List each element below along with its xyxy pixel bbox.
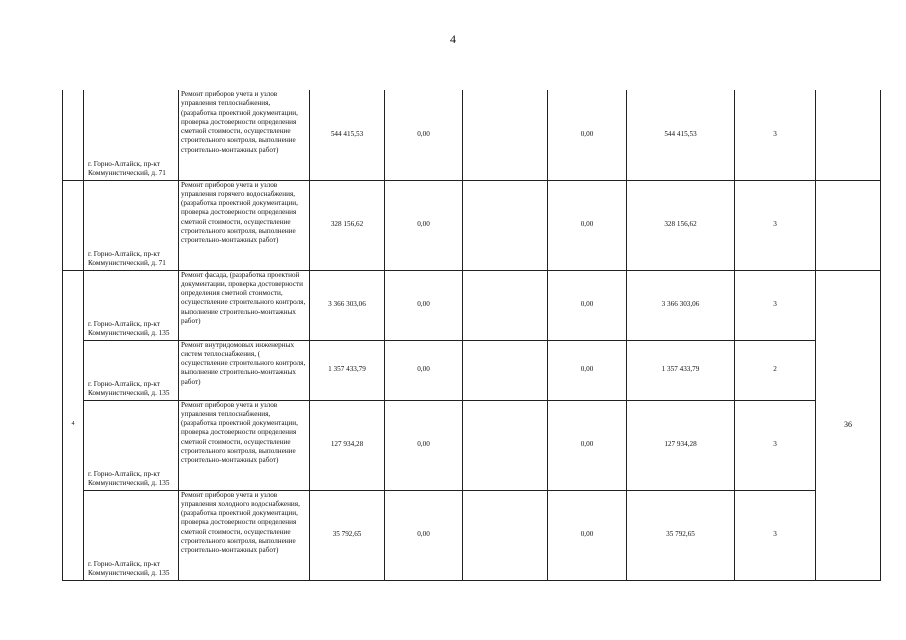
group-blank-cell — [816, 90, 881, 180]
owner-funds-cell: 35 792,65 — [627, 490, 735, 580]
federal-funds-cell: 0,00 — [385, 400, 463, 490]
federal-funds-cell: 0,00 — [385, 90, 463, 180]
federal-funds-cell: 0,00 — [385, 340, 463, 400]
address-cell: г. Горно-Алтайск, пр-кт Коммунистический, д. 135 — [84, 340, 179, 400]
unit-count-cell: 3 — [735, 270, 816, 340]
total-cost-cell: 127 934,28 — [310, 400, 385, 490]
row-number-cell — [63, 180, 84, 270]
total-cost-cell: 3 366 303,06 — [310, 270, 385, 340]
federal-funds-cell: 0,00 — [385, 180, 463, 270]
group-blank-cell — [816, 180, 881, 270]
unit-count-cell: 3 — [735, 400, 816, 490]
row-number-cell — [63, 90, 84, 180]
federal-funds-cell: 0,00 — [385, 270, 463, 340]
owner-funds-cell: 1 357 433,79 — [627, 340, 735, 400]
work-description-cell: Ремонт фасада, (разработка проектной документации, проверка достоверности определения сметной стоимости, осуществление строительного контроля, выполнение строительно-монтажных работ) — [179, 270, 310, 340]
total-cost-cell: 544 415,53 — [310, 90, 385, 180]
table-row — [63, 270, 881, 340]
group-total-cell: 36 — [816, 270, 881, 580]
owner-funds-cell: 544 415,53 — [627, 90, 735, 180]
page-number: 4 — [450, 32, 456, 46]
address-cell: г. Горно-Алтайск, пр-кт Коммунистический, д. 71 — [84, 90, 179, 180]
unit-count-cell: 3 — [735, 180, 816, 270]
owner-funds-cell: 3 366 303,06 — [627, 270, 735, 340]
table-row — [63, 90, 881, 180]
repair-schedule-table — [62, 90, 881, 581]
table-row — [63, 490, 881, 580]
local-funds-cell: 0,00 — [548, 180, 627, 270]
regional-funds-cell — [463, 400, 548, 490]
group-index-cell: 4 — [63, 270, 84, 580]
address-cell: г. Горно-Алтайск, пр-кт Коммунистический, д. 71 — [84, 180, 179, 270]
total-cost-cell: 35 792,65 — [310, 490, 385, 580]
local-funds-cell: 0,00 — [548, 400, 627, 490]
owner-funds-cell: 127 934,28 — [627, 400, 735, 490]
local-funds-cell: 0,00 — [548, 270, 627, 340]
federal-funds-cell: 0,00 — [385, 490, 463, 580]
regional-funds-cell — [463, 270, 548, 340]
work-description-cell: Ремонт приборов учета и узлов управления горячего водоснабжения, (разработка проектной документации, проверка достоверности определения сметной стоимости, осуществление строительного контроля, выполнение строительно-монтажных работ) — [179, 180, 310, 270]
unit-count-cell: 3 — [735, 90, 816, 180]
work-description-cell: Ремонт внутридомовых инженерных систем теплоснабжения, ( осуществление строительного контроля, выполнение строительно-монтажных работ) — [179, 340, 310, 400]
table-row — [63, 400, 881, 490]
address-cell: г. Горно-Алтайск, пр-кт Коммунистический, д. 135 — [84, 490, 179, 580]
work-description-cell: Ремонт приборов учета и узлов управления теплоснабжения, (разработка проектной документации, проверка достоверности определения сметной стоимости, осуществление строительного контроля, выполнение строительно-монтажных работ) — [179, 90, 310, 180]
regional-funds-cell — [463, 90, 548, 180]
owner-funds-cell: 328 156,62 — [627, 180, 735, 270]
work-description-cell: Ремонт приборов учета и узлов управления холодного водоснабжения, (разработка проектной документации, проверка достоверности определения сметной стоимости, осуществление строительного контроля, выполнение строительно-монтажных работ) — [179, 490, 310, 580]
unit-count-cell: 2 — [735, 340, 816, 400]
regional-funds-cell — [463, 340, 548, 400]
total-cost-cell: 1 357 433,79 — [310, 340, 385, 400]
regional-funds-cell — [463, 180, 548, 270]
address-cell: г. Горно-Алтайск, пр-кт Коммунистический, д. 135 — [84, 270, 179, 340]
local-funds-cell: 0,00 — [548, 90, 627, 180]
work-description-cell: Ремонт приборов учета и узлов управления теплоснабжения, (разработка проектной документации, проверка достоверности определения сметной стоимости, осуществление строительного контроля, выполнение строительно-монтажных работ) — [179, 400, 310, 490]
address-cell: г. Горно-Алтайск, пр-кт Коммунистический, д. 135 — [84, 400, 179, 490]
total-cost-cell: 328 156,62 — [310, 180, 385, 270]
local-funds-cell: 0,00 — [548, 490, 627, 580]
unit-count-cell: 3 — [735, 490, 816, 580]
table-row — [63, 180, 881, 270]
regional-funds-cell — [463, 490, 548, 580]
table-row — [63, 340, 881, 400]
local-funds-cell: 0,00 — [548, 340, 627, 400]
